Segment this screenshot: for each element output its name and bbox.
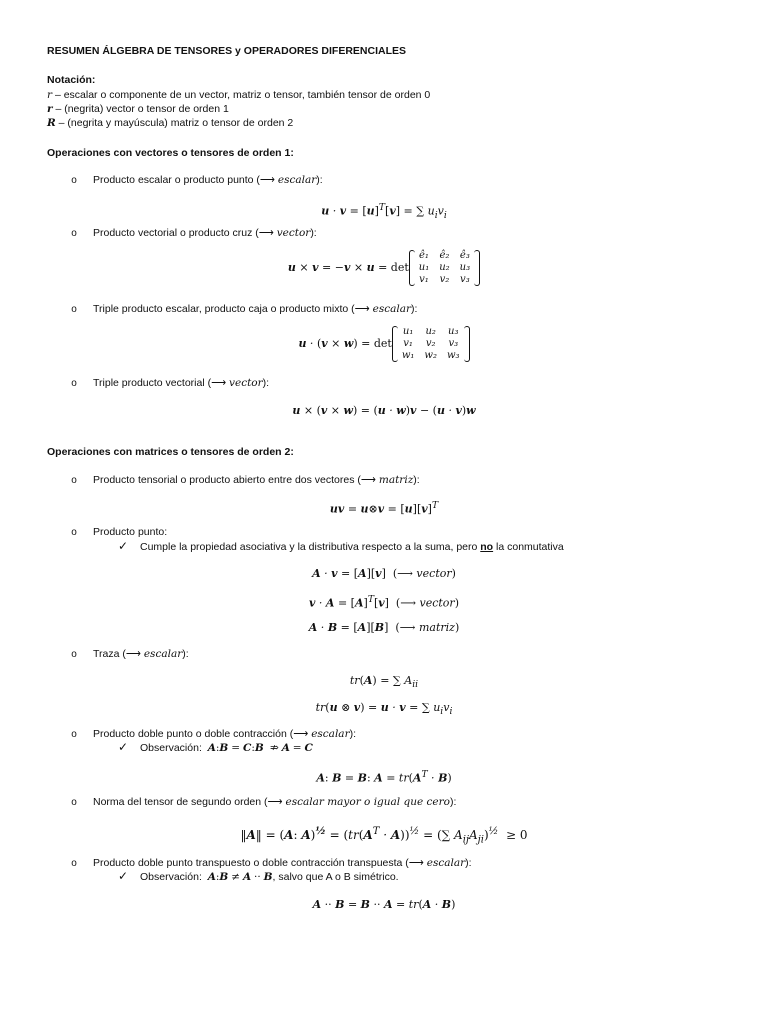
bullet-icon: o [71,527,77,538]
item-dot-product-matrix-label: Producto punto: [93,526,168,538]
bullet-icon: o [71,228,77,239]
item-dot-product-label: Producto escalar o producto punto (⟶ escalar): [93,174,323,186]
notation-line-matrix: R – (negrita y mayúscula) matriz o tensor de orden 2 [47,117,294,129]
bullet-icon: o [71,649,77,660]
bullet-icon: o [71,475,77,486]
equation-dot-product: $u \cdot v = [u]^T[v]$ = ∑ $u_iv_i$ [321,202,447,221]
matrix-cross: ê₁ ê₂ ê₃ u₁ u₂ u₃ v₁ v₂ v₃ [409,250,480,286]
equation-triple-vector: u × (v × w) = (u · w)v − (u · v)w [292,404,476,417]
notation-line-vector: r – (negrita) vector o tensor de orden 1 [47,103,229,115]
bullet-icon: o [71,304,77,315]
bullet-icon: o [71,378,77,389]
bullet-icon: o [71,729,77,740]
check-associative-note: Cumple la propiedad asociativa y la distributiva respecto a la suma, pero no la conmutativa [140,541,564,553]
bullet-icon: o [71,797,77,808]
item-triple-vector-label: Triple producto vectorial (⟶ vector): [93,377,270,389]
section2-heading: Operaciones con matrices o tensores de orden 2: [47,446,294,458]
equation-tensor-product: uv = u⊗v = $[u][v]^T$ [329,500,439,516]
item-triple-scalar-label: Triple producto escalar, producto caja o producto mixto (⟶ escalar): [93,303,418,315]
equation-vector-matrix: $v \cdot A = [A]^T[v]$ (⟶ vector) [309,594,459,610]
notation-line-scalar: r – escalar o componente de un vector, matriz o tensor, también tensor de orden 0 [47,89,431,101]
equation-matrix-vector: A · v = [A][v] (⟶ vector) [312,567,456,580]
item-cross-product-label: Producto vectorial o producto cruz (⟶ vector): [93,227,317,239]
check-observation-double-dot: Observación: A:B = C:B ⇏ A = C [140,742,313,754]
equation-double-dot: A: B = B: $A = tr(A^T \cdot B)$ [316,769,452,785]
item-double-dot-transposed-label: Producto doble punto transpuesto o doble contracción transpuesta (⟶ escalar): [93,857,472,869]
checkmark-icon: ✓ [118,740,129,754]
notation-heading: Notación: [47,74,96,86]
bullet-icon: o [71,175,77,186]
section1-heading: Operaciones con vectores o tensores de orden 1: [47,147,294,159]
item-trace-label: Traza (⟶ escalar): [93,648,189,660]
document-title: RESUMEN ÁLGEBRA DE TENSORES y OPERADORES DIFERENCIALES [47,45,406,57]
check-observation-transposed: Observación: A:B ≠ A ·· B, salvo que A o B simétrico. [140,871,399,883]
item-tensor-product-label: Producto tensorial o producto abierto entre dos vectores (⟶ matriz): [93,474,420,486]
checkmark-icon: ✓ [118,539,129,553]
equation-double-dot-transposed: A ·· B = B ·· A = tr(A · B) [312,898,456,911]
item-double-dot-label: Producto doble punto o doble contracción (⟶ escalar): [93,728,357,740]
checkmark-icon: ✓ [118,869,129,883]
bullet-icon: o [71,858,77,869]
matrix-box: u₁ u₂ u₃ v₁ v₂ v₃ w₁ w₂ w₃ [392,326,470,362]
equation-matrix-matrix: A · B = [A][B] (⟶ matriz) [308,621,460,634]
equation-trace: tr(A) = ∑ $A_{ii}$ [349,674,419,691]
equation-norm: ‖A‖ = (A: $A)^{\frac{1}{2}} = (tr(A^T \cdot A))^{\frac{1}{2}}$ = (∑ $A_{ij}A_{ji})^{\frac{1}{2}} \ge 0$ [240,826,528,846]
equation-cross-product: u × v = −v × u = det ê₁ ê₂ ê₃ u₁ u₂ u₃ v₁ v₂ v₃ [0,250,768,286]
equation-triple-scalar: u · (v × w) = det u₁ u₂ u₃ v₁ v₂ v₃ w₁ w₂ w₃ [0,326,768,362]
item-norm-label: Norma del tensor de segundo orden (⟶ escalar mayor o igual que cero): [93,796,457,808]
equation-trace-tensor: tr(u ⊗ v) = u · v = ∑ $u_iv_i$ [315,701,453,718]
